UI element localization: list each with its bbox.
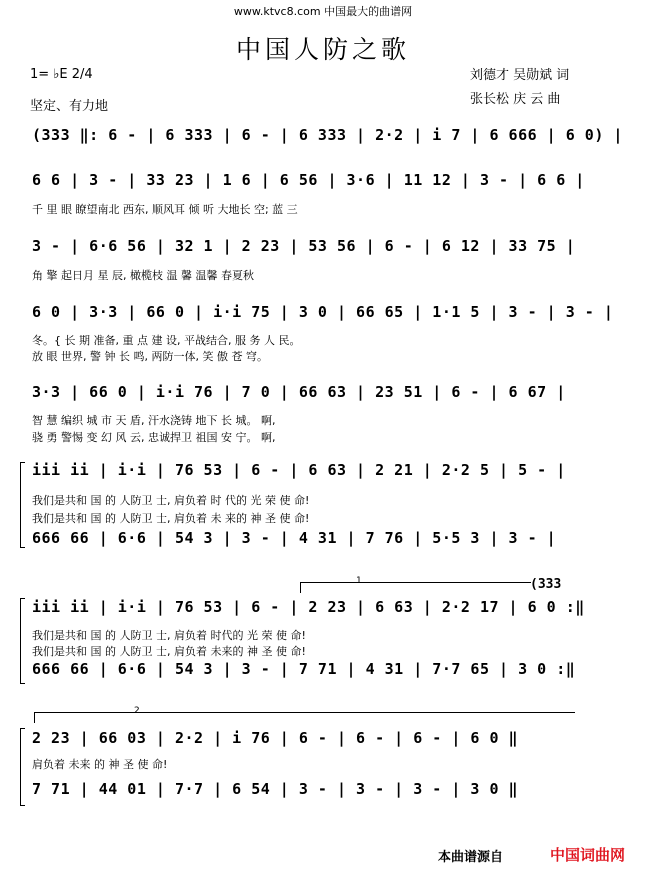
score-line-8-upper: 2 23 | 66 03 | 2·2 | i 76 | 6 - | 6 - | 6 - | 6 0 ‖: [32, 729, 519, 747]
brand-link[interactable]: 中国词曲网: [550, 846, 626, 864]
lyrics-line-2: 千 里 眼 瞭望南北 西东, 顺风耳 倾 听 大地长 空; 蓝 三: [32, 203, 298, 216]
page-title: 中国人防之歌: [235, 35, 410, 64]
system-brace: [20, 728, 25, 806]
source-label: 本曲谱源自: [438, 850, 504, 865]
repeat-pickup: (333: [530, 577, 562, 592]
score-line-3: 3 - | 6·6 56 | 32 1 | 2 23 | 53 56 | 6 - | 6 12 | 33 75 |: [32, 237, 576, 255]
composer-credit: 张长松 庆 云 曲: [470, 92, 561, 107]
lyrics-line-5-verse-1: 智 慧 编织 城 市 天 盾, 汗水浇铸 地下 长 城。 啊,: [32, 414, 276, 427]
first-ending-label: 1: [356, 576, 362, 586]
score-line-4: 6 0 | 3·3 | 66 0 | i·i 75 | 3 0 | 66 65 | 1·1 5 | 3 - | 3 - |: [32, 303, 614, 321]
lyrics-line-3: 角 擎 起日月 星 辰, 橄榄枝 温 馨 温馨 春夏秋: [32, 269, 254, 282]
score-line-7-lower: 666 66 | 6·6 | 54 3 | 3 - | 7 71 | 4 31 | 7·7 65 | 3 0 :‖: [32, 660, 576, 678]
lyrics-line-7-verse-1: 我们是共和 国 的 人防卫 士, 肩负着 时代的 光 荣 使 命!: [32, 629, 306, 642]
score-line-6-lower: 666 66 | 6·6 | 54 3 | 3 - | 4 31 | 7 76 | 5·5 3 | 3 - |: [32, 529, 557, 547]
first-ending-bracket: [300, 582, 531, 593]
score-line-5: 3·3 | 66 0 | i·i 76 | 7 0 | 66 63 | 23 51 | 6 - | 6 67 |: [32, 383, 566, 401]
key-signature: 1= ♭E 2/4: [30, 67, 93, 82]
lyrics-line-4-verse-2: 放 眼 世界, 警 钟 长 鸣, 两防一体, 笑 傲 苍 穹。: [32, 350, 268, 363]
lyrics-line-6-verse-1: 我们是共和 国 的 人防卫 士, 肩负着 时 代的 光 荣 使 命!: [32, 494, 310, 507]
system-brace: [20, 462, 25, 548]
score-line-7-upper: iii ii | i·i | 76 53 | 6 - | 2 23 | 6 63 | 2·2 17 | 6 0 :‖: [32, 598, 585, 616]
score-line-1: (333 ‖: 6 - | 6 333 | 6 - | 6 333 | 2·2 | i 7 | 6 666 | 6 0) |: [32, 126, 623, 144]
score-line-8-lower: 7 71 | 44 01 | 7·7 | 6 54 | 3 - | 3 - | 3 - | 3 0 ‖: [32, 780, 519, 798]
tempo-marking: 坚定、有力地: [30, 99, 109, 114]
lyrics-line-6-verse-2: 我们是共和 国 的 人防卫 士, 肩负着 未 来的 神 圣 使 命!: [32, 512, 310, 525]
lyricist-credit: 刘德才 吴勋斌 词: [470, 68, 570, 83]
second-ending-label: 2: [134, 706, 140, 716]
score-line-6-upper: iii ii | i·i | 76 53 | 6 - | 6 63 | 2 21 | 2·2 5 | 5 - |: [32, 461, 566, 479]
lyrics-line-5-verse-2: 骁 勇 警惕 变 幻 风 云, 忠诚捍卫 祖国 安 宁。 啊,: [32, 431, 276, 444]
system-brace: [20, 598, 25, 684]
lyrics-line-7-verse-2: 我们是共和 国 的 人防卫 士, 肩负着 未来的 神 圣 使 命!: [32, 645, 306, 658]
second-ending-bracket: [34, 712, 575, 723]
lyrics-line-4-verse-1: 冬。{ 长 期 准备, 重 点 建 设, 平战结合, 服 务 人 民。: [32, 334, 301, 347]
site-url: www.ktvc8.com 中国最大的曲谱网: [233, 5, 413, 18]
lyrics-line-8: 肩负着 未来 的 神 圣 使 命!: [32, 758, 168, 771]
score-line-2: 6 6 | 3 - | 33 23 | 1 6 | 6 56 | 3·6 | 11 12 | 3 - | 6 6 |: [32, 171, 585, 189]
